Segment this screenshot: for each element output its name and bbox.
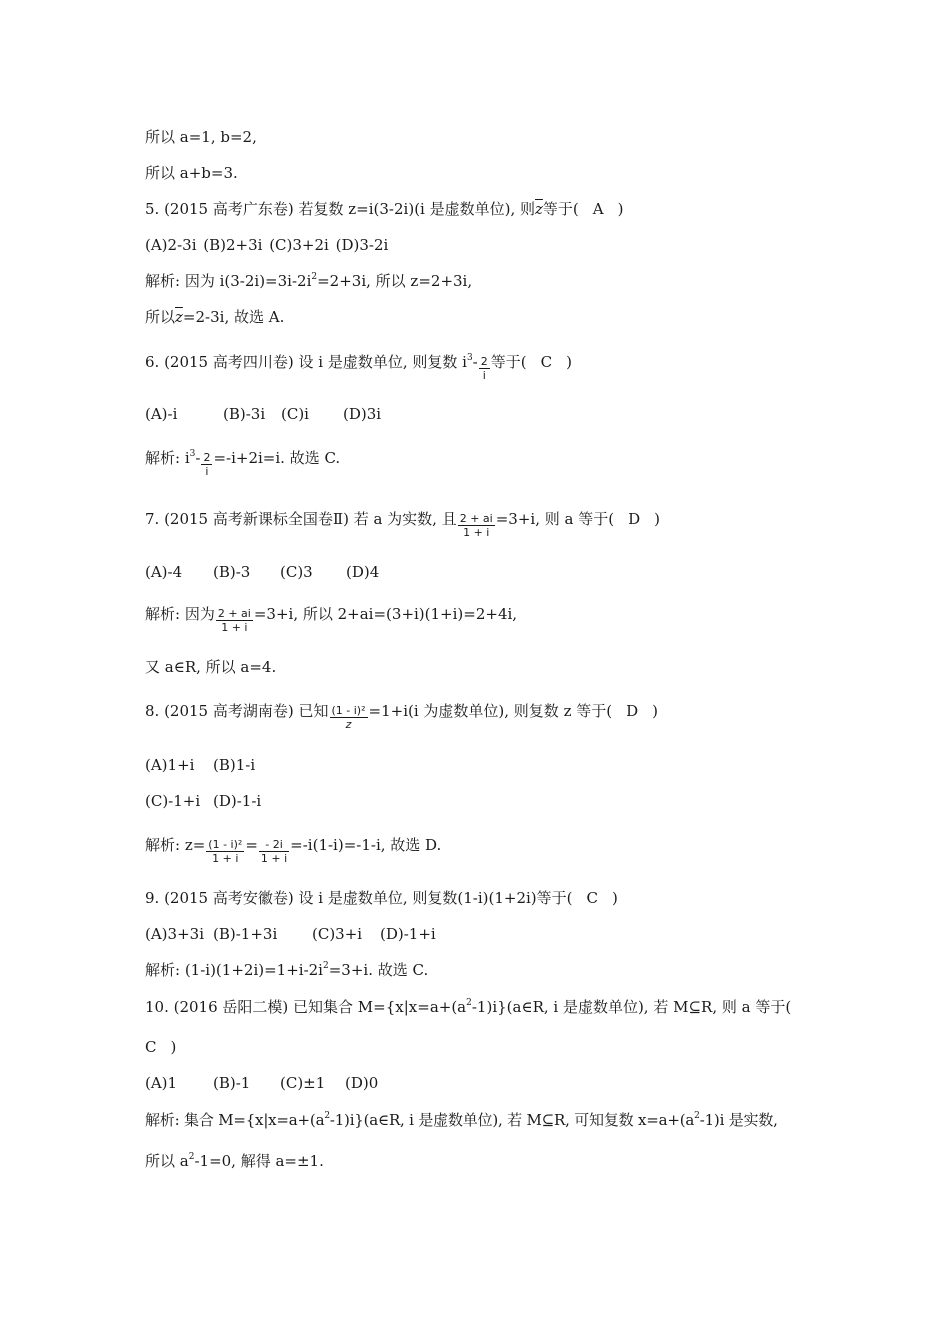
- option-d: (D)-1+i: [380, 925, 436, 943]
- solution-line: [145, 832, 442, 865]
- question-text: 8. (2015 高考湖南卷) 已知: [145, 702, 329, 720]
- exponent: 3: [466, 353, 473, 363]
- exponent: 2: [322, 961, 329, 971]
- solution-text: 解析: 因为 i(3-2i)=3i-2i: [145, 272, 312, 290]
- question-text: -1)i}(a∈R, i 是虚数单位), 若 M⊆R, 则 a 等于(: [471, 998, 792, 1016]
- text-line: 所以 a=1, b=2,: [145, 128, 257, 146]
- solution-line: [145, 601, 518, 634]
- exponent: 2: [694, 1111, 700, 1121]
- option-c: (C)-1+i: [145, 792, 201, 810]
- answer-letter: D: [626, 702, 639, 720]
- fraction-denominator: i: [205, 465, 209, 478]
- options-line: [145, 924, 436, 944]
- fraction: [259, 838, 289, 866]
- fraction: [201, 451, 212, 479]
- options-line: [145, 755, 255, 775]
- option-b: (B)1-i: [213, 756, 256, 774]
- question-8: [145, 698, 658, 731]
- exponent: 2: [188, 1152, 195, 1162]
- solution-text: =3+i, 所以 2+ai=(3+i)(1+i)=2+4i,: [253, 605, 518, 623]
- solution-line: [145, 1151, 324, 1171]
- fraction: [458, 512, 495, 540]
- solution-text: 解析: (1-i)(1+2i)=1+i-2i: [145, 961, 323, 979]
- solution-text: 解析: 因为: [145, 605, 215, 623]
- option-c: (C)±1: [280, 1074, 326, 1092]
- question-text: ): [170, 1038, 177, 1056]
- option-b: (B)-3i: [223, 405, 266, 423]
- solution-text: 所以 a: [145, 1152, 189, 1170]
- question-text: ): [654, 510, 660, 528]
- answer-letter: A: [592, 200, 604, 218]
- solution-text: 所以: [145, 308, 176, 326]
- option-b: (B)-1+3i: [213, 925, 278, 943]
- fraction-denominator: z: [345, 718, 352, 731]
- minus-sign: -: [195, 449, 201, 467]
- fraction: [206, 838, 244, 866]
- option-a: (A)-4: [145, 563, 183, 581]
- solution-line: 又 a∈R, 所以 a=4.: [145, 658, 277, 676]
- fraction-numerator: 2: [480, 355, 488, 368]
- solution-text: -1=0, 解得 a=±1.: [194, 1152, 324, 1170]
- option-a: (A)1: [145, 1074, 178, 1092]
- solution-text: =-i+2i=i. 故选 C.: [213, 449, 341, 467]
- question-text: 9. (2015 高考安徽卷) 设 i 是虚数单位, 则复数(1-i)(1+2i)等于(: [145, 889, 573, 907]
- question-text: ): [617, 200, 624, 218]
- answer-letter: C: [586, 889, 598, 907]
- solution-line: [145, 271, 472, 291]
- minus-sign: -: [472, 353, 478, 371]
- question-text: 7. (2015 高考新课标全国卷Ⅱ) 若 a 为实数, 且: [145, 510, 457, 528]
- question-9: [145, 888, 618, 908]
- question-text: 等于(: [542, 200, 579, 218]
- options-line: [145, 791, 261, 811]
- question-text: ): [566, 353, 572, 371]
- options-line: [145, 404, 381, 424]
- answer-letter: C: [145, 1038, 157, 1056]
- option-d: (D)4: [346, 563, 380, 581]
- option-c: (C)3+i: [312, 925, 363, 943]
- option-b: (B)-1: [213, 1074, 251, 1092]
- question-text: ): [652, 702, 658, 720]
- solution-text: -1)i}(a∈R, i 是虚数单位), 若 M⊆R, 可知复数 x=a+(a: [329, 1111, 695, 1129]
- fraction-denominator: 1 + i: [221, 621, 248, 634]
- question-text: ): [611, 889, 618, 907]
- fraction: [330, 704, 368, 732]
- option-d: (D)-1-i: [213, 792, 262, 810]
- question-text: 5. (2015 高考广东卷) 若复数 z=i(3-2i)(i 是虚数单位), 则: [145, 200, 535, 218]
- fraction-numerator: (1 - i)²: [331, 704, 366, 717]
- fraction-numerator: 2 + ai: [459, 512, 493, 525]
- question-5: [145, 199, 623, 219]
- question-6: [145, 349, 572, 382]
- solution-text: 解析: z=: [145, 836, 206, 854]
- question-text: 10. (2016 岳阳二模) 已知集合 M={x|x=a+(a: [145, 998, 467, 1016]
- solution-text: =2-3i, 故选 A.: [182, 308, 285, 326]
- option-c: (C)3: [280, 563, 313, 581]
- exponent: 2: [466, 998, 472, 1008]
- answer-line: [145, 1037, 176, 1057]
- option-a: (A)3+3i: [145, 925, 204, 943]
- conjugate-z: $\overline{z}$: [175, 308, 183, 326]
- question-text: =1+i(i 为虚数单位), 则复数 z 等于(: [368, 702, 613, 720]
- option-c: (C)i: [281, 405, 309, 423]
- question-7: [145, 506, 660, 539]
- fraction-numerator: 2 + ai: [217, 607, 251, 620]
- question-10: [145, 997, 791, 1017]
- solution-line: [145, 960, 428, 980]
- exponent: 3: [189, 449, 196, 459]
- option-a: (A)1+i: [145, 756, 195, 774]
- equals-sign: =: [245, 836, 258, 854]
- question-text: =3+i, 则 a 等于(: [495, 510, 615, 528]
- option-d: (D)0: [345, 1074, 379, 1092]
- fraction-denominator: 1 + i: [260, 852, 288, 865]
- fraction-numerator: 2: [203, 451, 211, 464]
- fraction-numerator: (1 - i)²: [208, 838, 243, 851]
- solution-line: [145, 1110, 778, 1130]
- solution-text: =3+i. 故选 C.: [328, 961, 429, 979]
- option-a: (A)-i: [145, 405, 178, 423]
- solution-line: [145, 445, 341, 478]
- fraction-denominator: 1 + i: [212, 852, 239, 865]
- option-b: (B)-3: [213, 563, 251, 581]
- fraction-denominator: 1 + i: [463, 526, 490, 539]
- solution-text: 解析: i: [145, 449, 190, 467]
- options-line: [145, 562, 379, 582]
- fraction-numerator: - 2i: [259, 838, 289, 852]
- fraction: [479, 355, 490, 383]
- solution-text: -1)i 是实数,: [699, 1111, 778, 1129]
- fraction-denominator: i: [482, 369, 486, 382]
- solution-text: 解析: 集合 M={x|x=a+(a: [145, 1111, 325, 1129]
- conjugate-z: $\overline{z}$: [535, 200, 543, 218]
- exponent: 2: [324, 1111, 330, 1121]
- question-text: 6. (2015 高考四川卷) 设 i 是虚数单位, 则复数 i: [145, 353, 467, 371]
- fraction: [216, 607, 253, 635]
- text-line: 所以 a+b=3.: [145, 164, 238, 182]
- answer-letter: C: [540, 353, 553, 371]
- option-d: (D)3i: [343, 405, 382, 423]
- answer-letter: D: [628, 510, 641, 528]
- solution-line: [145, 307, 284, 327]
- question-text: 等于(: [490, 353, 527, 371]
- exponent: 2: [311, 272, 318, 282]
- options-line: [145, 1073, 378, 1093]
- solution-text: =-i(1-i)=-1-i, 故选 D.: [290, 836, 442, 854]
- solution-text: =2+3i, 所以 z=2+3i,: [317, 272, 473, 290]
- options-line: (A)2-3i (B)2+3i (C)3+2i (D)3-2i: [145, 236, 389, 254]
